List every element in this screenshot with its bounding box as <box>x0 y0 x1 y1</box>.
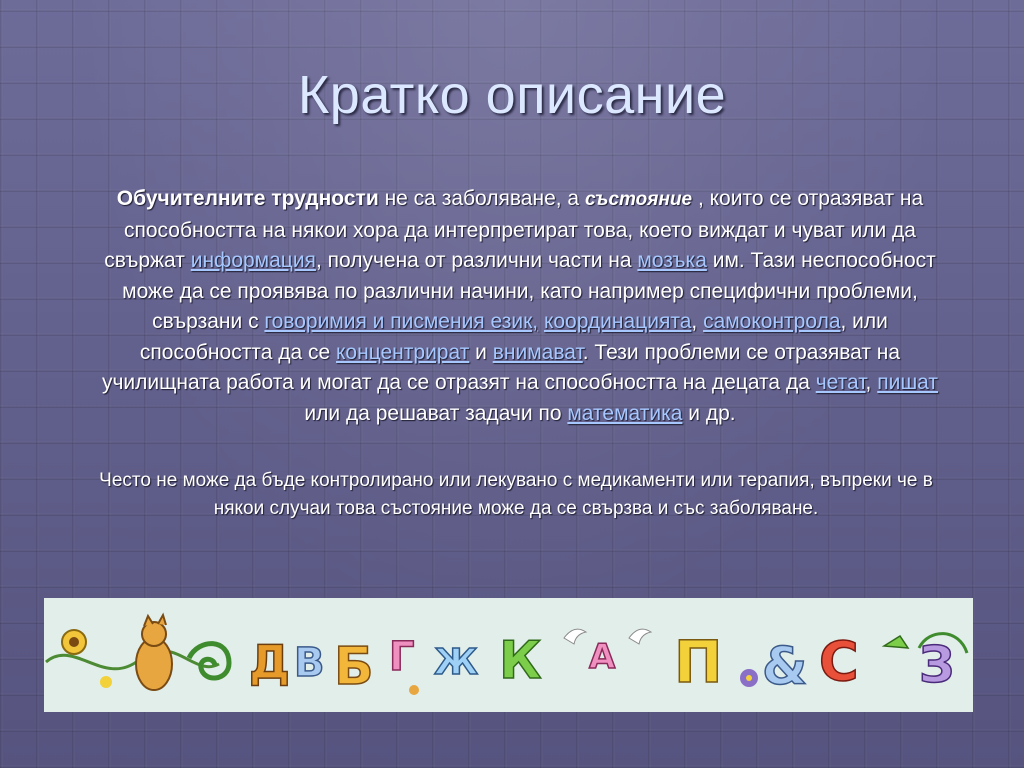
link-math[interactable]: математика <box>567 401 683 425</box>
letter-a-icon: А <box>589 637 616 677</box>
link-coordination[interactable]: координацията <box>543 310 692 333</box>
letter-k-icon: К <box>499 631 542 691</box>
note-paragraph: Често не може да бъде контролирано или лекувано с медикаменти или терапия, въпреки че в някои случаи това състояние може да се свързва и със заболяване. <box>99 470 933 519</box>
text-segment: , <box>865 371 878 394</box>
text-segment: , <box>691 310 704 333</box>
text-segment: , получена от различни части на <box>315 249 638 272</box>
alphabet-letters-banner <box>44 598 973 712</box>
link-concentrate[interactable]: концентрират <box>336 340 470 364</box>
letter-zh-icon: Ж <box>434 642 479 683</box>
letter-s-icon: С <box>819 630 859 693</box>
text-segment: не са заболяване, а <box>378 187 585 210</box>
text-segment: и <box>469 340 493 364</box>
letter-z-icon: З <box>919 636 955 694</box>
text-segment: и др. <box>682 401 736 425</box>
slide-title: Кратко описание <box>297 65 727 125</box>
letter-v-icon: В <box>294 640 325 686</box>
text-segment: им. Тази неспособност може да се проявява по различни начини, като например специфични проблеми, свързани с <box>122 249 936 333</box>
letter-b-icon: Б <box>334 637 374 697</box>
letter-d-icon: Д <box>249 635 290 689</box>
letter-ampersand-icon: & <box>762 637 808 697</box>
text-segment: . Тези проблеми се отразяват на училищната работа и могат да се отразят на способността на децата да <box>101 340 901 394</box>
letter-p-icon: П <box>674 628 723 696</box>
text-segment: , или способността да се <box>139 310 888 364</box>
letter-g-icon: Г <box>389 634 415 680</box>
link-self-control[interactable]: самоконтрола <box>703 310 841 333</box>
link-attention[interactable]: внимават <box>492 340 583 364</box>
link-language[interactable]: говоримия и писмения език, <box>264 310 539 333</box>
cat-icon <box>136 615 172 690</box>
lead-phrase: Обучителните трудности <box>116 187 379 210</box>
description-paragraph <box>90 184 950 429</box>
link-write[interactable]: пишат <box>877 371 939 394</box>
swirl-icon <box>189 644 229 678</box>
letters-illustration <box>44 598 973 712</box>
condition-term: състояние <box>584 189 693 210</box>
link-information[interactable]: информация <box>190 249 316 272</box>
link-read[interactable]: четат <box>815 371 866 394</box>
text-segment: или да решават задачи по <box>304 401 568 425</box>
text-segment: , които се отразяват на способността на някои хора да интерпретират това, което виждат и чуват или да свържат <box>104 187 924 272</box>
link-brain[interactable]: мозъка <box>637 249 707 272</box>
